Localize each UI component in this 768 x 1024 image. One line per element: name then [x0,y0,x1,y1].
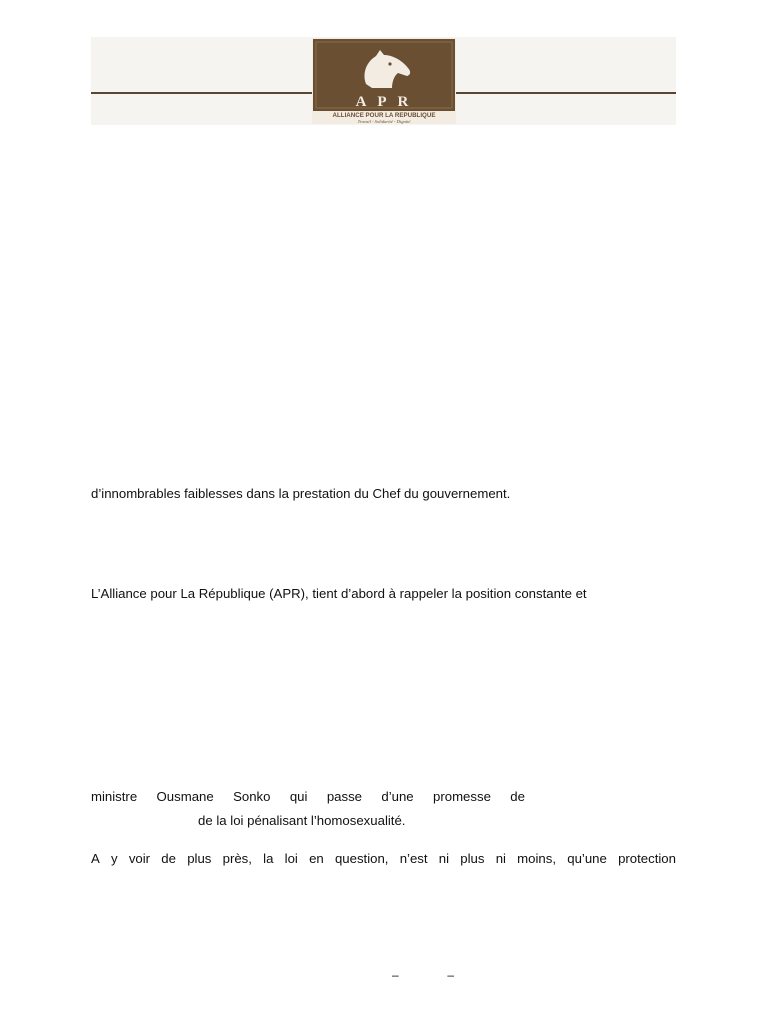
word: de [510,789,525,804]
paragraph-line-5 [91,851,676,867]
page-footer [392,968,454,982]
word: promesse [433,789,491,804]
word: ni [438,851,450,866]
word: loi [284,851,298,866]
word: n’est [399,851,428,866]
paragraph-line-1: d’innombrables faiblesses dans la prestation du Chef du gouvernement. [91,486,511,501]
word: A [91,851,100,866]
word: ministre [91,789,138,804]
word: passe [326,789,363,804]
word: qu’une [567,851,607,866]
word: plus [460,851,485,866]
paragraph-line-3 [91,789,525,805]
logo-name: ALLIANCE POUR LA REPUBLIQUE [332,112,436,119]
word: de [161,851,176,866]
word: moins, [517,851,557,866]
word: Sonko [233,789,271,804]
word: d’une [381,789,414,804]
logo-acronym: A P R [355,94,413,110]
word: en [309,851,324,866]
word: plus [187,851,212,866]
word: ni [495,851,506,866]
word: qui [289,789,308,804]
word: protection [618,851,676,866]
logo-motto: Travail - Solidarité - Dignité [357,119,411,124]
footer-mark-right: – [447,968,454,982]
word: voir [128,851,151,866]
word: Ousmane [156,789,214,804]
header-rule-right [456,92,676,94]
apr-logo [312,38,456,124]
header-rule-left [91,92,312,94]
word: près, [222,851,252,866]
word: y [111,851,118,866]
paragraph-line-2: L’Alliance pour La République (APR), tient d’abord à rappeler la position constante et [91,586,587,601]
word: question, [334,851,389,866]
paragraph-line-4: de la loi pénalisant l’homosexualité. [198,813,406,828]
word: la [263,851,274,866]
footer-mark-left: – [392,968,399,982]
